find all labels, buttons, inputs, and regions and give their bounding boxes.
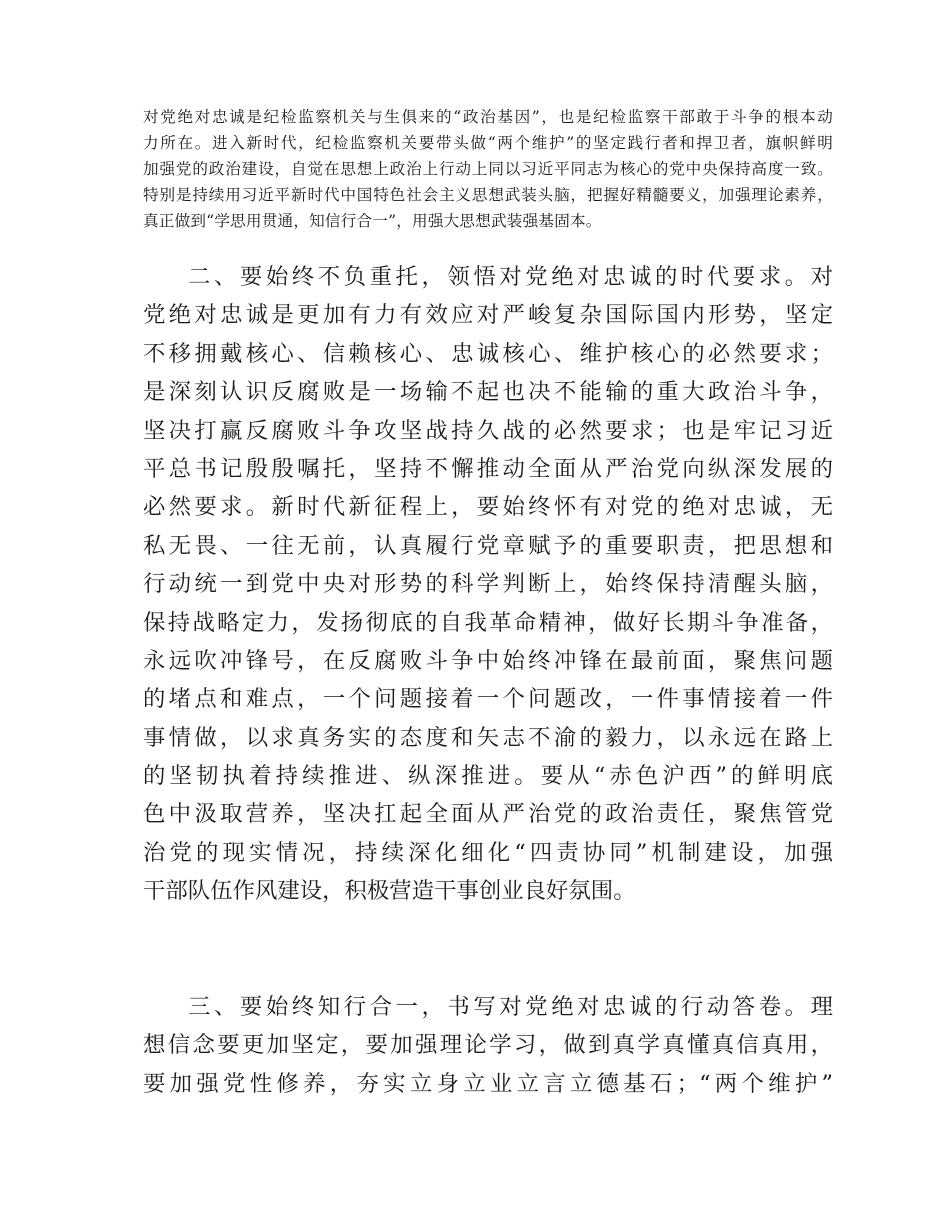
section-two-line: 私无畏、一往无前，认真履行党章赋予的重要职责，把思想和 — [143, 532, 833, 559]
section-two-line: 的坚韧执着持续推进、纵深推进。要从“赤色沪西”的鲜明底 — [143, 763, 833, 790]
intro-line: 真正做到“学思用贯通，知信行合一”，用强大思想武装强基固本。 — [143, 212, 602, 230]
section-two-line: 二、要始终不负重托，领悟对党绝对忠诚的时代要求。对 — [188, 264, 833, 290]
section-two-line: 永远吹冲锋号，在反腐败斗争中始终冲锋在最前面，聚焦问题 — [143, 647, 833, 674]
section-two-line: 必然要求。新时代新征程上，要始终怀有对党的绝对忠诚，无 — [143, 494, 833, 521]
section-two-line: 干部队伍作风建设，积极营造干事创业良好氛围。 — [143, 878, 636, 905]
section-two-line: 事情做，以求真务实的态度和矢志不渝的毅力，以永远在路上 — [143, 724, 833, 751]
section-two-line: 治党的现实情况，持续深化细化“四责协同”机制建设，加强 — [143, 839, 833, 866]
section-two-line: 坚决打赢反腐败斗争攻坚战持久战的必然要求；也是牢记习近 — [143, 417, 833, 444]
section-two-line: 不移拥戴核心、信赖核心、忠诚核心、维护核心的必然要求； — [143, 340, 833, 367]
intro-line: 特别是持续用习近平新时代中国特色社会主义思想武装头脑，把握好精髓要义，加强理论素养， — [143, 186, 833, 204]
section-two-line: 行动统一到党中央对形势的科学判断上，始终保持清醒头脑， — [143, 571, 833, 598]
section-two-line: 是深刻认识反腐败是一场输不起也决不能输的重大政治斗争， — [143, 379, 833, 406]
intro-line: 加强党的政治建设，自觉在思想上政治上行动上同以习近平同志为核心的党中央保持高度一致。 — [143, 160, 833, 178]
intro-paragraph — [143, 104, 833, 234]
intro-line: 力所在。进入新时代，纪检监察机关要带头做“两个维护”的坚定践行者和捍卫者，旗帜鲜明 — [143, 134, 833, 152]
section-three-line: 想信念要更加坚定，要加强理论学习，做到真学真懂真信真用， — [143, 1032, 833, 1059]
intro-line: 对党绝对忠诚是纪检监察机关与生俱来的“政治基因”，也是纪检监察干部敢于斗争的根本动 — [143, 108, 833, 126]
section-two-line: 平总书记殷殷嘱托，坚持不懈推动全面从严治党向纵深发展的 — [143, 455, 833, 482]
section-three-line: 三、要始终知行合一，书写对党绝对忠诚的行动答卷。理 — [188, 994, 833, 1020]
section-two-line: 的堵点和难点，一个问题接着一个问题改，一件事情接着一件 — [143, 686, 833, 713]
section-two-line: 色中汲取营养，坚决扛起全面从严治党的政治责任，聚焦管党 — [143, 801, 833, 828]
section-two-line: 保持战略定力，发扬彻底的自我革命精神，做好长期斗争准备， — [143, 609, 833, 636]
section-two-paragraph — [143, 258, 833, 911]
section-three-line: 要加强党性修养，夯实立身立业立言立德基石；“两个维护” — [143, 1070, 833, 1097]
section-two-line: 党绝对忠诚是更加有力有效应对严峻复杂国际国内形势，坚定 — [143, 302, 833, 329]
section-three-paragraph — [143, 988, 833, 1103]
